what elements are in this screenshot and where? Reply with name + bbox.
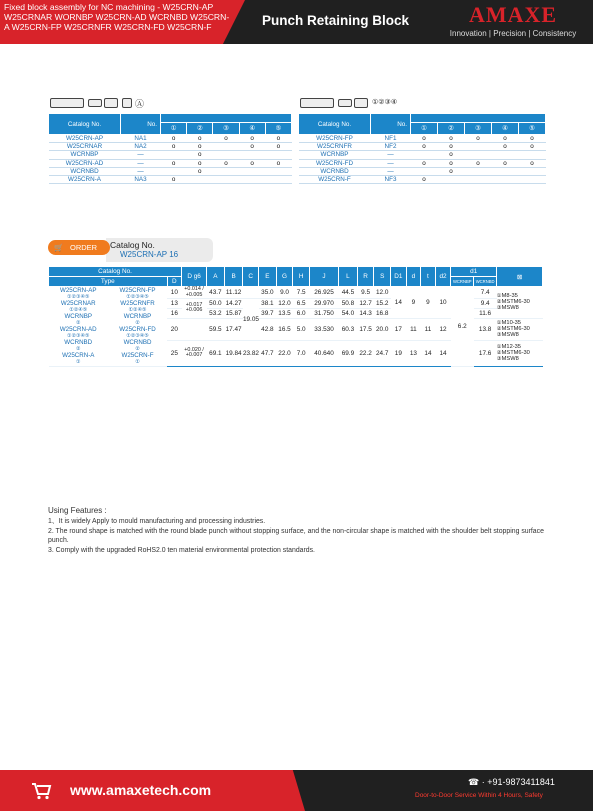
type-name[interactable]: WCRNBD [123, 339, 152, 347]
type-name[interactable]: W25CRNFR [120, 300, 155, 308]
page-footer [0, 770, 593, 811]
row-no: — [371, 167, 411, 175]
type-columns [49, 287, 168, 365]
order-catalog-label: Catalog No. [110, 240, 155, 250]
col-option-5: ⑤ [265, 123, 291, 135]
type-name[interactable]: W25CRN-AD [59, 326, 97, 334]
row-catalog: W25CRN-FP [299, 135, 371, 143]
tol-line: +0.017 [185, 301, 203, 308]
cell-B: 17.47 [224, 318, 243, 340]
h-accessory: ⊠ [497, 267, 543, 287]
cell-accessory [497, 287, 543, 319]
cell-D: 10 [167, 287, 182, 299]
row-mark [465, 167, 492, 175]
cell-S: 24.7 [374, 340, 391, 366]
col-option-4: ④ [492, 123, 519, 135]
row-catalog: W25CRN-AP [49, 135, 121, 143]
order-catalog-value: W25CRN-AP 16 [120, 250, 179, 259]
row-mark: o [187, 159, 213, 167]
cell-t: 9 [421, 287, 436, 319]
h-type: Type [49, 277, 168, 287]
h-t: t [421, 267, 436, 287]
row-no: NF1 [371, 135, 411, 143]
row-mark [492, 167, 519, 175]
cell-B: 11.12 [224, 287, 243, 299]
row-mark [239, 167, 265, 175]
cell-d1: 17.6 [474, 340, 497, 366]
row-mark: o [265, 159, 291, 167]
row-mark: o [438, 135, 465, 143]
type-name[interactable]: WCRNBD [64, 339, 93, 347]
row-mark: o [239, 159, 265, 167]
cell-d2: 12 [435, 318, 451, 340]
option-row [299, 135, 546, 143]
left-option-rows [49, 135, 292, 184]
cell-L: 60.3 [339, 318, 358, 340]
h-D1: D1 [391, 267, 407, 287]
h-A: A [207, 267, 225, 287]
type-name[interactable]: W25CRN-FP [119, 287, 156, 295]
acc-line: ①M10-35 [496, 319, 521, 326]
row-mark: o [239, 143, 265, 151]
right-option-table-block [298, 95, 546, 184]
order-button[interactable] [48, 240, 110, 255]
cell-d: 9 [406, 287, 421, 319]
cell-R: 22.2 [357, 340, 374, 366]
row-mark: o [411, 175, 438, 183]
row-mark [265, 175, 291, 183]
row-mark: o [239, 135, 265, 143]
row-mark: o [465, 135, 492, 143]
right-option-icons [298, 95, 546, 113]
row-mark [161, 167, 187, 175]
types-left [60, 287, 97, 365]
h-d1-wcrnbp: WCRNBP [451, 277, 474, 287]
cell-d2: 14 [435, 340, 451, 366]
row-mark [213, 167, 239, 175]
type-option-circles: ① [75, 359, 81, 366]
cell-D: 20 [167, 318, 182, 340]
row-mark: o [161, 143, 187, 151]
row-catalog: W25CRNAR [49, 143, 121, 151]
cell-d1-merged: 6.2 [451, 287, 474, 367]
row-mark: o [438, 159, 465, 167]
logo-wordmark: AMAXE [468, 2, 558, 27]
cell-R: 14.3 [357, 308, 374, 318]
dimension-table [48, 266, 543, 367]
option-row [49, 159, 292, 167]
row-mark [187, 175, 213, 183]
row-no: — [121, 151, 161, 159]
row-catalog: WCRNBP [49, 151, 121, 159]
h-d1: d1 [451, 267, 497, 277]
row-no: NF3 [371, 175, 411, 183]
row-mark [411, 151, 438, 159]
cell-A: 59.5 [207, 318, 225, 340]
cell-B: 14.27 [225, 300, 242, 308]
row-mark: o [411, 159, 438, 167]
acc-line: ③MSW8 [496, 332, 519, 339]
page-header [0, 0, 593, 44]
type-name[interactable]: W25CRN-F [121, 352, 154, 360]
col-options-group [161, 114, 292, 123]
row-mark: o [161, 135, 187, 143]
type-option-circles: ① [135, 359, 140, 366]
pin-tip-icon [88, 99, 102, 107]
row-no: NA2 [121, 143, 161, 151]
cell-d: 11 [406, 318, 421, 340]
cell-d2: 10 [435, 287, 451, 319]
row-catalog: WCRNBD [299, 167, 371, 175]
cell-A: 50.0 [207, 299, 225, 309]
row-mark [265, 151, 291, 159]
option-row [49, 167, 292, 175]
row-mark [213, 151, 239, 159]
cell-accessory [497, 340, 543, 366]
type-name[interactable]: W25CRN-FD [119, 326, 156, 334]
row-mark: o [161, 159, 187, 167]
row-catalog: WCRNBP [299, 151, 371, 159]
phone-icon: ☎ · [468, 777, 488, 787]
cell-S: 15.2 [374, 299, 391, 309]
acc-line: ③MSW8 [496, 356, 519, 363]
option-row [299, 159, 546, 167]
row-mark [239, 151, 265, 159]
cell-D1: 14 [391, 287, 407, 319]
cell-D: 16 [167, 308, 182, 318]
feature-item-3: 3. Comply with the upgraded RoHS2.0 ten material environmental protection standards. [48, 546, 315, 554]
cell-accessory [497, 318, 543, 340]
cell-L: 69.9 [339, 340, 358, 366]
option-shapes-icon: ①②③④ [372, 99, 398, 106]
shopping-cart-icon [30, 779, 52, 801]
type-option-circles: ② [135, 346, 140, 353]
cell-G: 22.0 [276, 340, 293, 366]
col-no: No. [371, 114, 411, 135]
h-J: J [309, 267, 338, 287]
header-center-title: Punch Retaining Block [262, 13, 410, 28]
left-option-table-block [48, 95, 292, 184]
row-mark [492, 151, 519, 159]
right-option-table [298, 113, 546, 184]
cell-B: 15.87 [225, 309, 242, 317]
h-D: D [167, 277, 182, 287]
left-option-icons [48, 95, 292, 113]
cell-C-merged: 19.05 [243, 299, 259, 341]
row-catalog: WCRNBD [49, 167, 121, 175]
col-option-5: ⑤ [519, 123, 546, 135]
row-mark: o [438, 143, 465, 151]
col-option-4: ④ [239, 123, 265, 135]
cell-tol: +0.014 / +0.005 [182, 287, 207, 299]
cart-icon: 🛒 [54, 243, 64, 252]
cell-D: 13 [167, 299, 182, 309]
cell-D1: 17 [391, 318, 407, 340]
col-option-1: ① [161, 123, 187, 135]
option-row [49, 151, 292, 159]
acc-line: ③MSW8 [496, 305, 519, 312]
cell-S: 16.8 [374, 308, 391, 318]
cell-J: 33.530 [309, 318, 338, 340]
type-option-circles: ② [75, 320, 81, 327]
cell-E: 42.8 [259, 318, 277, 340]
cell-L: 50.8 [339, 299, 358, 309]
cell-d1: 13.8 [474, 318, 497, 340]
acc-line: ②MSTM6-30 [496, 350, 530, 357]
type-option-circles: ①②③④⑤ [126, 294, 149, 301]
row-catalog: W25CRN-F [299, 175, 371, 183]
h-d1-wcrnbd: WCRNBD [474, 277, 497, 287]
type-name[interactable]: WCRNBP [123, 313, 152, 321]
cell-H: 7.5 [293, 287, 310, 299]
cell-A: 43.7 [207, 287, 225, 299]
cell-E: 35.0 [259, 287, 277, 299]
h-dg6: D g6 [182, 267, 207, 287]
row-mark [519, 175, 546, 183]
left-option-table [48, 113, 292, 184]
cell-C [243, 287, 259, 299]
h-d2: d2 [435, 267, 451, 287]
row-mark: o [492, 159, 519, 167]
row-catalog: W25CRN-AD [49, 159, 121, 167]
row-mark: o [187, 143, 213, 151]
brand-logo[interactable] [440, 2, 586, 42]
cell-d1: 7.4 [474, 287, 497, 299]
row-mark [438, 175, 465, 183]
row-mark: o [265, 143, 291, 151]
features-title: Using Features : [48, 506, 107, 515]
order-button-label: ORDER [70, 243, 98, 252]
right-option-rows [299, 135, 546, 184]
type-list-cell [49, 287, 168, 367]
type-name[interactable]: WCRNBP [64, 313, 92, 321]
row-mark [519, 167, 546, 175]
phone-number[interactable] [468, 777, 555, 788]
h-R: R [357, 267, 374, 287]
h-G: G [276, 267, 293, 287]
option-row [299, 175, 546, 183]
punch-pin-icon [300, 98, 334, 108]
row-no: — [371, 159, 411, 167]
cell-tol [182, 318, 207, 340]
cell-t: 11 [421, 318, 436, 340]
row-mark: o [465, 159, 492, 167]
acc-line: ②MSTM6-30 [496, 326, 530, 333]
type-option-circles: ①②③④⑤ [126, 333, 149, 340]
row-catalog: W25CRN-A [49, 175, 121, 183]
cell-A: 53.2 [207, 308, 225, 318]
col-option-3: ③ [213, 123, 239, 135]
cell-A: 69.1 [207, 340, 225, 366]
option-row [299, 143, 546, 151]
row-mark: o [438, 167, 465, 175]
row-mark: o [187, 167, 213, 175]
cell-J: 40.640 [309, 340, 338, 366]
col-catalog: Catalog No. [49, 114, 121, 135]
cell-tol [182, 299, 207, 319]
row-mark: o [161, 175, 187, 183]
type-name[interactable]: W25CRN-AP [60, 287, 97, 295]
cell-d: 13 [406, 340, 421, 366]
row-mark: o [213, 135, 239, 143]
row-no: — [121, 159, 161, 167]
phone-number-text: +91-9873411841 [487, 777, 555, 787]
col-options-group [411, 114, 546, 123]
acc-line: ①M8-35 [496, 293, 518, 300]
row-no: — [121, 167, 161, 175]
type-option-circles: ①②④⑤ [128, 307, 147, 314]
header-title: Fixed block assembly for NC machining - W25CRN-AP W25CRNAR WORNBP W25CRN-AD WCRNBD W25CRN-A W25CRN-FP W25CRNFR W25CRN-FD W25CRN-F [4, 2, 230, 32]
row-mark [411, 167, 438, 175]
types-right [119, 287, 155, 365]
cell-H: 7.0 [293, 340, 310, 366]
cell-H: 5.0 [293, 318, 310, 340]
row-mark [213, 143, 239, 151]
row-mark: o [519, 135, 546, 143]
cell-G: 13.5 [276, 308, 293, 318]
row-mark [239, 175, 265, 183]
col-option-2: ② [438, 123, 465, 135]
col-option-2: ② [187, 123, 213, 135]
row-mark: o [187, 151, 213, 159]
h-C: C [243, 267, 259, 287]
service-tagline: Door-to-Door Service Within 4 Hours, Safety [415, 792, 543, 799]
acc-line: ②MSTM6-30 [496, 299, 530, 306]
sleeve-icon [354, 98, 368, 108]
type-option-circles: ①②③④⑤ [67, 294, 90, 301]
cell-J: 29.970 [309, 299, 338, 309]
cell-S: 12.0 [374, 287, 391, 299]
cell-E: 47.7 [259, 340, 277, 366]
row-catalog: W25CRN-FD [299, 159, 371, 167]
row-mark: o [438, 151, 465, 159]
cell-J: 31.750 [309, 308, 338, 318]
row-mark: o [187, 135, 213, 143]
cell-R: 17.5 [357, 318, 374, 340]
type-name[interactable]: W25CRNAR [60, 300, 96, 308]
col-catalog: Catalog No. [299, 114, 371, 135]
row-mark [465, 143, 492, 151]
h-H: H [293, 267, 310, 287]
feature-item-1: 1、It is widely Apply to mould manufacturing and processing industries. [48, 518, 266, 526]
col-option-1: ① [411, 123, 438, 135]
cell-S: 20.0 [374, 318, 391, 340]
logo-tagline: Innovation | Precision | Consistency [449, 29, 577, 38]
row-mark: o [519, 159, 546, 167]
option-row [49, 143, 292, 151]
row-mark: o [265, 135, 291, 143]
h-catalog: Catalog No. [49, 267, 182, 277]
row-mark: o [519, 143, 546, 151]
feature-item-2: 2. The round shape is matched with the round blade punch without stopping surface, and the non-circular shape is matched with the shoulder belt stopping surface punch. [48, 527, 544, 545]
row-mark [465, 151, 492, 159]
option-row [49, 175, 292, 183]
cell-d1: 11.6 [474, 308, 497, 318]
row-mark: o [492, 143, 519, 151]
option-a-icon: Ⓐ [135, 99, 145, 109]
row-no: NF2 [371, 143, 411, 151]
col-no: No. [121, 114, 161, 135]
row-mark: o [411, 135, 438, 143]
cell-t: 14 [421, 340, 436, 366]
cell-B: 19.84 [224, 340, 243, 366]
cell-L: 44.5 [339, 287, 358, 299]
cell-C: 23.82 [243, 340, 259, 366]
row-no: NA1 [121, 135, 161, 143]
collar-icon [122, 98, 132, 108]
cell-E: 39.7 [259, 308, 277, 318]
tol-line: +0.006 [185, 307, 203, 314]
row-mark: o [492, 135, 519, 143]
cell-D1: 19 [391, 340, 407, 366]
row-mark [265, 167, 291, 175]
option-row [299, 151, 546, 159]
option-row [49, 135, 292, 143]
cell-E: 38.1 [259, 299, 277, 309]
acc-line: ①M12-35 [496, 343, 521, 350]
h-E: E [259, 267, 277, 287]
cell-R: 12.7 [357, 299, 374, 309]
h-L: L [339, 267, 358, 287]
h-S: S [374, 267, 391, 287]
type-option-circles: ①②③④⑤ [67, 333, 90, 340]
option-row [299, 167, 546, 175]
cell-G: 16.5 [276, 318, 293, 340]
punch-pin-icon [50, 98, 84, 108]
dimension-table-block [48, 266, 543, 367]
website-link[interactable]: www.amaxetech.com [70, 782, 212, 798]
h-B: B [224, 267, 243, 287]
row-mark: o [411, 143, 438, 151]
cell-tol: +0.020 / +0.007 [182, 340, 207, 366]
type-name[interactable]: W25CRN-A [62, 352, 95, 360]
cell-L: 54.0 [339, 308, 358, 318]
cell-J: 26.925 [309, 287, 338, 299]
row-mark [492, 175, 519, 183]
row-catalog: W25CRNFR [299, 143, 371, 151]
row-mark [213, 175, 239, 183]
row-mark [519, 151, 546, 159]
h-d: d [406, 267, 421, 287]
cell-D: 25 [167, 340, 182, 366]
cell-G: 9.0 [276, 287, 293, 299]
cell-G: 12.0 [276, 299, 293, 309]
row-mark [161, 151, 187, 159]
type-option-circles: ② [75, 346, 81, 353]
cell-H: 6.0 [293, 308, 310, 318]
type-option-circles: ② [135, 320, 140, 327]
col-option-3: ③ [465, 123, 492, 135]
sleeve-icon [104, 98, 118, 108]
row-no: — [371, 151, 411, 159]
row-mark [465, 175, 492, 183]
row-mark: o [213, 159, 239, 167]
using-features [48, 506, 548, 555]
cell-d1: 9.4 [474, 299, 497, 309]
type-option-circles: ①②④⑤ [69, 307, 88, 314]
order-example [48, 238, 213, 262]
cell-R: 9.5 [357, 287, 374, 299]
row-no: NA3 [121, 175, 161, 183]
cell-H: 6.5 [293, 299, 310, 309]
pin-tip-icon [338, 99, 352, 107]
